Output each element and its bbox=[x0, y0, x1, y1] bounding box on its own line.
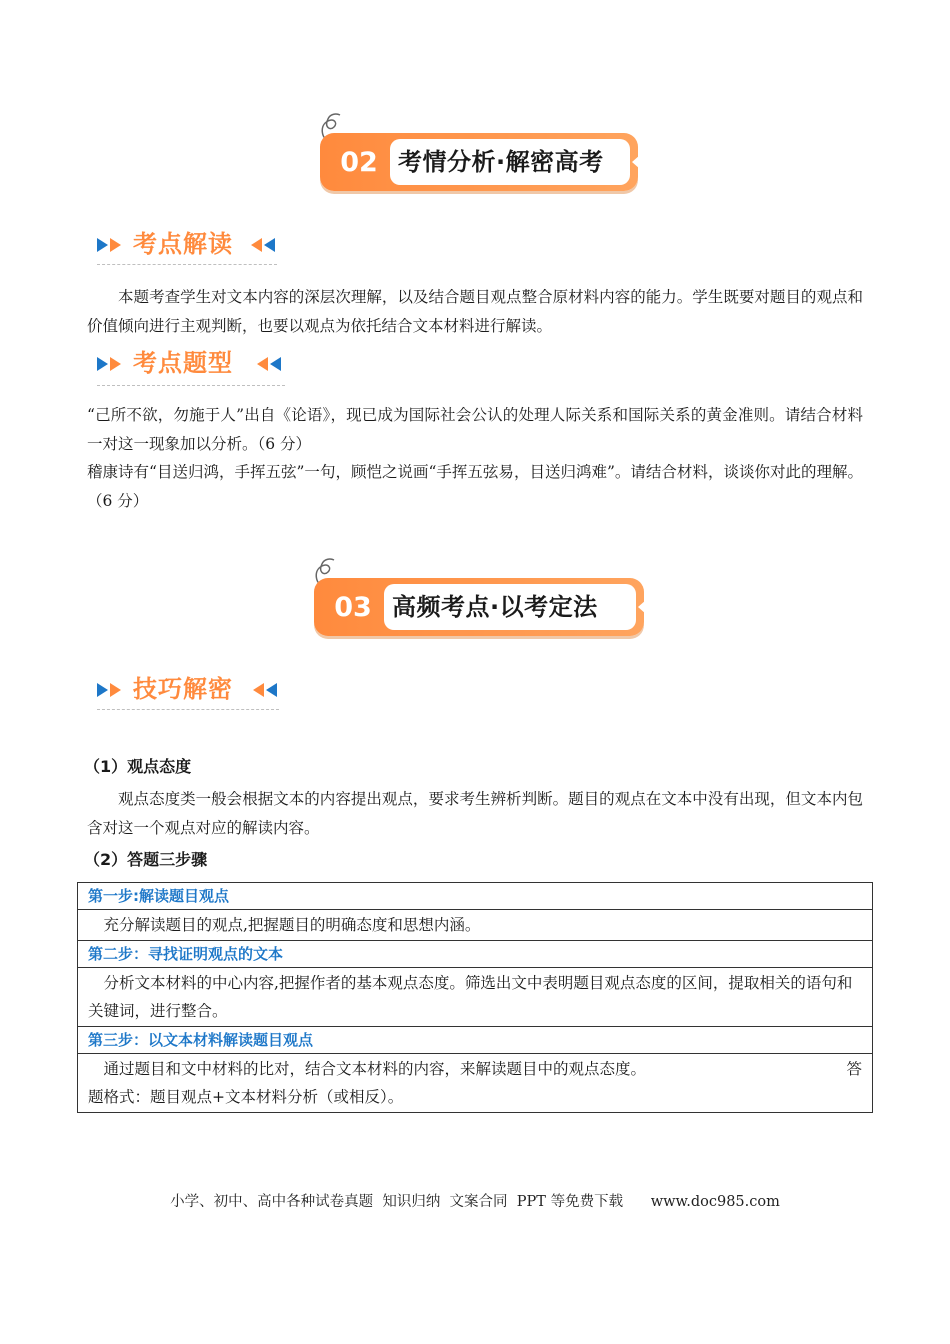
guandian-taidu-text: 观点态度类一般会根据文本的内容提出观点，要求考生辨析判断。题目的观点在文本中没有出现，但文本内包含对这一个观点对应的解读内容。 bbox=[87, 790, 863, 837]
table-row bbox=[78, 910, 873, 941]
table-row bbox=[78, 1027, 873, 1054]
dashed-divider bbox=[97, 709, 279, 710]
dashed-divider bbox=[97, 385, 285, 386]
double-arrow-right-icon bbox=[97, 238, 127, 252]
question-2: 稽康诗有“目送归鸿，手挥五弦”一句，顾恺之说画“手挥五弦易，目送归鸿难”。请结合材料，谈谈你对此的理解。（6 分） bbox=[87, 463, 863, 510]
step-3-content-a: 通过题目和文中材料的比对，结合文本材料的内容，来解读题目中的观点态度。 bbox=[88, 1060, 647, 1078]
subheading-kaodian-tixing bbox=[97, 345, 285, 385]
step-3-content bbox=[78, 1054, 873, 1113]
step-3-heading: 第三步：以文本材料解读题目观点 bbox=[78, 1027, 873, 1054]
page-footer: 小学、初中、高中各种试卷真题 知识归纳 文案合同 PPT 等免费下载 www.doc985.com bbox=[170, 1194, 780, 1210]
section-title: 考情分析·解密高考 bbox=[398, 148, 604, 176]
section-banner-02 bbox=[320, 133, 638, 191]
step-3-content-c: 题格式：题目观点+文本材料分析（或相反）。 bbox=[88, 1088, 404, 1106]
table-row bbox=[78, 968, 873, 1027]
subheading-kaodian-jiedu bbox=[97, 226, 277, 266]
step-2-heading: 第二步：寻找证明观点的文本 bbox=[78, 941, 873, 968]
subheading-label: 技巧解密 bbox=[133, 675, 233, 703]
subheading-label: 考点题型 bbox=[133, 349, 233, 377]
heading-dati-sanbuzhou: （2）答题三步骤 bbox=[84, 850, 208, 869]
table-row bbox=[78, 941, 873, 968]
double-arrow-left-icon bbox=[251, 238, 279, 252]
double-arrow-left-icon bbox=[253, 683, 281, 697]
step-3-content-b: 答 bbox=[846, 1060, 862, 1078]
double-arrow-right-icon bbox=[97, 357, 127, 371]
section-number: 03 bbox=[334, 592, 372, 623]
heading-guandian-taidu: （1）观点态度 bbox=[84, 757, 192, 776]
question-1: “己所不欲，勿施于人”出自《论语》，现已成为国际社会公认的处理人际关系和国际关系的黄金准则。请结合材料一对这一现象加以分析。（6 分） bbox=[87, 406, 863, 453]
double-arrow-left-icon bbox=[257, 357, 285, 371]
dashed-divider bbox=[97, 264, 277, 265]
kaodian-jiedu-text: 本题考查学生对文本内容的深层次理解，以及结合题目观点整合原材料内容的能力。学生既要对题目的观点和价值倾向进行主观判断，也要以观点为依托结合文本材料进行解读。 bbox=[87, 288, 863, 335]
steps-table bbox=[77, 882, 873, 1113]
section-title: 高频考点·以考定法 bbox=[392, 593, 598, 621]
subheading-jiqiao-jiemi bbox=[97, 671, 279, 711]
section-banner-03 bbox=[314, 578, 644, 636]
subheading-label: 考点解读 bbox=[133, 230, 233, 258]
step-1-heading: 第一步:解读题目观点 bbox=[78, 883, 873, 910]
banner-notch bbox=[632, 155, 640, 169]
double-arrow-right-icon bbox=[97, 683, 127, 697]
banner-notch bbox=[638, 600, 646, 614]
table-row bbox=[78, 883, 873, 910]
step-2-content: 分析文本材料的中心内容,把握作者的基本观点态度。筛选出文中表明题目观点态度的区间，提取相关的语句和关键词，进行整合。 bbox=[78, 968, 873, 1027]
section-number: 02 bbox=[340, 147, 378, 178]
table-row bbox=[78, 1054, 873, 1113]
step-1-content: 充分解读题目的观点,把握题目的明确态度和思想内涵。 bbox=[78, 910, 873, 941]
